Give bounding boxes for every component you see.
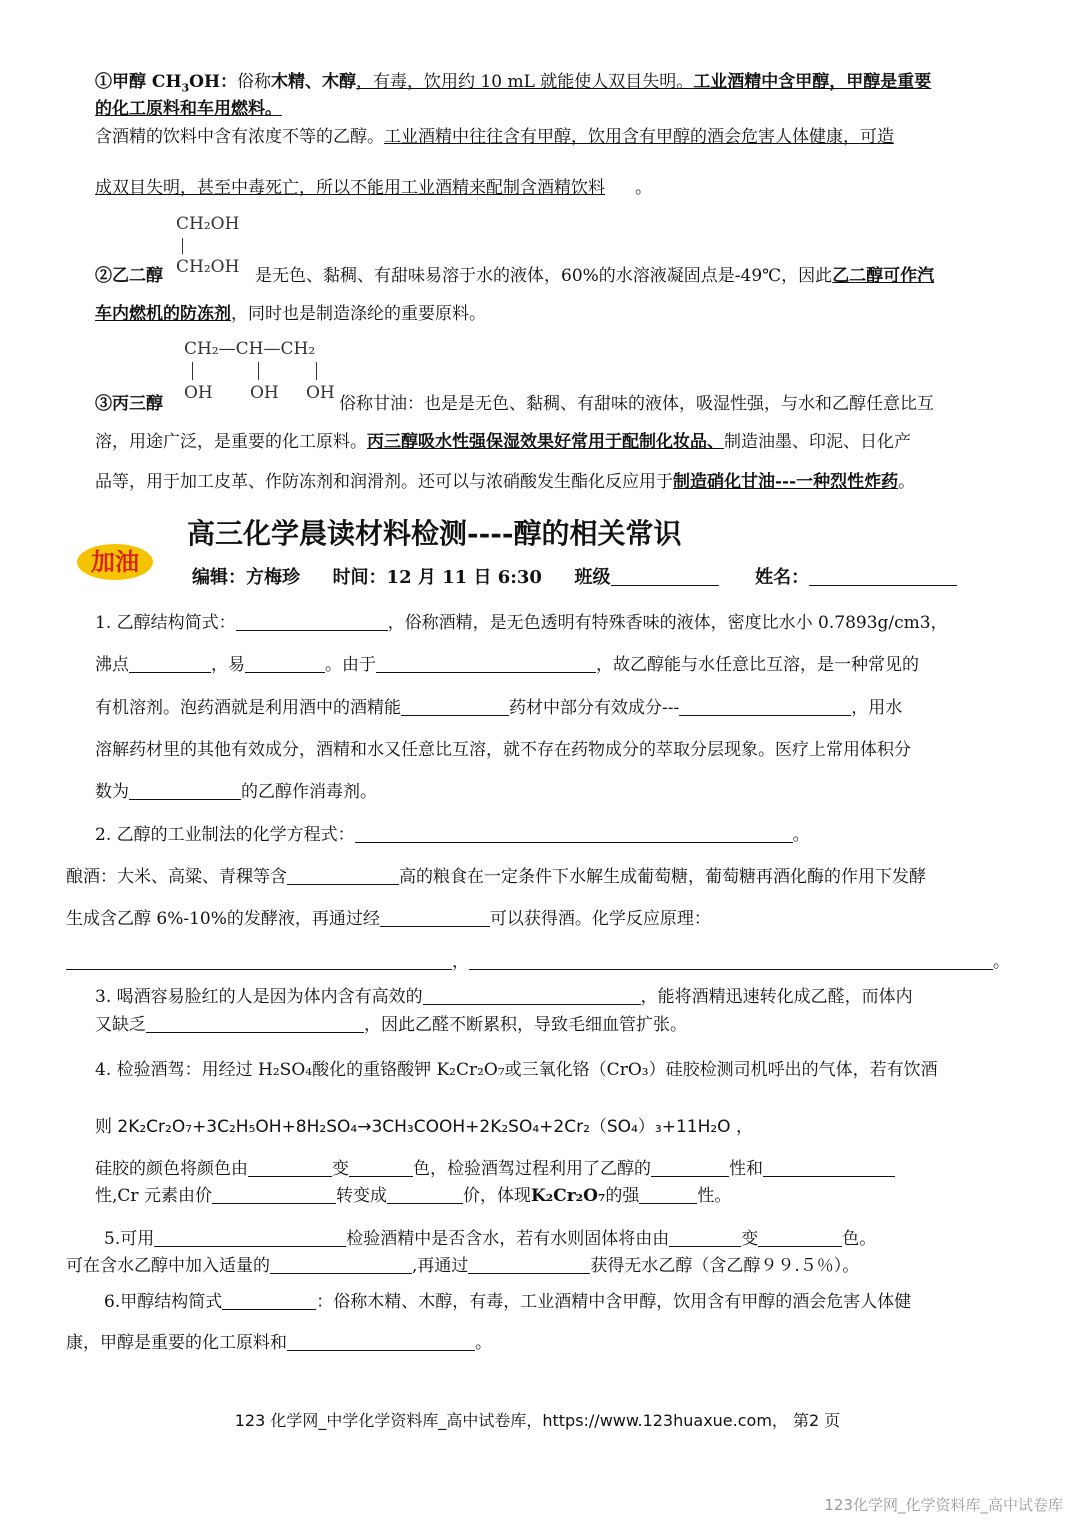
header-meta (192, 563, 957, 589)
methanol-line-1: ①甲醇 $CH_3OH$：俗称木精、木醇，有毒，饮用约 10 mL 就能使人双目失明。工业酒精中含甲醇，甲醇是重要 (95, 72, 932, 95)
glycerol-line-3: 品等，用于加工皮革、作防冻剂和润滑剂。还可以与浓硝酸发生酯化反应用于制造硝化甘油---一种烈性炸药。 (95, 472, 916, 492)
glycol-structure-top: CH₂OH (176, 214, 240, 234)
q4-blank-property-2[interactable] (763, 1159, 895, 1177)
q4-blank-color-to[interactable] (349, 1159, 413, 1177)
q4-blank-color-from[interactable] (248, 1159, 332, 1177)
q6-line-2: 康，甲醇是重要的化工原料和 。 (66, 1333, 492, 1353)
page-footer: 123 化学网_中学化学资料库_高中试卷库，https://www.123huaxue.com， 第2 页 (234, 1411, 841, 1430)
q5-blank-color-from[interactable] (669, 1229, 741, 1247)
watermark: 123化学网_化学资料库_高中试卷库 (824, 1496, 1063, 1514)
q2-blank-content[interactable] (287, 867, 399, 885)
q1-blank-structure[interactable] (236, 613, 388, 631)
q5-blank-color-to[interactable] (758, 1229, 842, 1247)
glycerol-oh-1: OH (184, 383, 213, 403)
glycol-line-2: 车内燃机的防冻剂，同时也是制造涤纶的重要原料。 (95, 304, 486, 324)
q1-line-1: 1. 乙醇结构简式： ，俗称酒精，是无色透明有特殊香味的液体，密度比水小 0.7893g/cm3， (95, 613, 948, 633)
q1-blank-percent[interactable] (129, 782, 241, 800)
q2-line-4: ， 。 (66, 950, 1010, 974)
q2-line-1: 2. 乙醇的工业制法的化学方程式： 。 (95, 825, 810, 845)
methanol-line-2: 的化工原料和车用燃料。 (95, 99, 282, 119)
glycerol-oh-2: OH (250, 383, 279, 403)
q1-line-5: 数为 的乙醇作消毒剂。 (95, 782, 377, 802)
editor: 编辑：方梅珍 (192, 567, 300, 588)
q1-line-3: 有机溶剂。泡药酒就是利用酒中的酒精能 药材中部分有效成分--- ，用水 (95, 698, 903, 718)
q6-line-1: 6.甲醇结构简式 ：俗称木精、木醇，有毒，工业酒精中含甲醇，饮用含有甲醇的酒会危害人体健 (104, 1292, 912, 1312)
q5-blank-additive[interactable] (270, 1256, 412, 1274)
q2-line-2: 酿酒：大米、高粱、青稞等含 高的粮食在一定条件下水解生成葡萄糖，葡萄糖再酒化酶的作用下发酵 (66, 867, 926, 887)
q2-blank-reaction-1[interactable] (66, 952, 452, 970)
q5-line-1: 5.可用 检验酒精中是否含水，若有水则固体将由由 变 色。 (104, 1229, 877, 1249)
q4-line-1: 4. 检验酒驾：用经过 H₂SO₄酸化的重铬酸钾 K₂Cr₂O₇或三氧化铬（CrO₃）硅胶检测司机呼出的气体，若有饮酒 (95, 1060, 938, 1080)
name-field[interactable] (809, 568, 957, 586)
glycol-structure-bottom: CH₂OH (176, 257, 240, 277)
q4-line-4: 性,Cr 元素由价 转变成 价，体现K₂Cr₂O₇的强 性。 (95, 1186, 732, 1206)
drink-line-1: 含酒精的饮料中含有浓度不等的乙醇。工业酒精中往往含有甲醇，饮用含有甲醇的酒会危害人体健康，可造 (95, 127, 894, 147)
q3-line-2: 又缺乏 ，因此乙醛不断累积，导致毛细血管扩张。 (95, 1015, 687, 1035)
q3-blank-enzyme[interactable] (423, 987, 641, 1005)
drink-line-2: 成双目失明，甚至中毒死亡，所以不能用工业酒精来配制含酒精饮料 。 (95, 178, 652, 198)
name-label: 姓名： (755, 567, 810, 588)
glycol-line-1: ②乙二醇 是无色、黏稠、有甜味易溶于水的液体，60%的水溶液凝固点是-49℃，因此乙二醇可作汽 (95, 266, 935, 286)
q1-blank-reason[interactable] (376, 655, 596, 673)
svg-text:加油: 加油 (91, 548, 139, 576)
glycerol-bond-2 (258, 362, 259, 380)
q6-blank-structure[interactable] (222, 1292, 316, 1310)
q4-blank-valence-to[interactable] (387, 1186, 463, 1204)
q1-blank-component[interactable] (679, 698, 851, 716)
q1-blank-dissolve[interactable] (401, 698, 509, 716)
q1-line-2: 沸点 ，易 。由于 ，故乙醇能与水任意比互溶，是一种常见的 (95, 655, 919, 675)
q4-blank-valence-from[interactable] (212, 1186, 336, 1204)
page-title: 高三化学晨读材料检测----醇的相关常识 (187, 517, 682, 550)
q1-blank-easy[interactable] (245, 655, 325, 673)
glycerol-structure-top: CH₂—CH—CH₂ (184, 339, 316, 359)
q2-blank-process[interactable] (380, 909, 490, 927)
logo-jiayou-icon (75, 538, 155, 582)
q3-blank-lack[interactable] (146, 1015, 364, 1033)
q5-blank-method[interactable] (468, 1256, 590, 1274)
q4-line-3: 硅胶的颜色将颜色由 变 色，检验酒驾过程利用了乙醇的 性和 (95, 1157, 895, 1181)
time: 时间：12 月 11 日 6:30 (332, 567, 542, 588)
q1-line-4: 溶解药材里的其他有效成分，酒精和水又任意比互溶，就不存在药物成分的萃取分层现象。医疗上常用体积分 (95, 740, 911, 760)
glycerol-bond-1 (192, 362, 193, 380)
q4-equation: 则 2K₂Cr₂O₇+3C₂H₅OH+8H₂SO₄→3CH₃COOH+2K₂SO₄+2Cr₂（SO₄）₃+11H₂O ， (95, 1117, 753, 1137)
q4-blank-strong[interactable] (639, 1186, 697, 1204)
glycol-bond (182, 238, 183, 254)
class-label: 班级 (574, 567, 611, 588)
glycerol-oh-3: OH (306, 383, 335, 403)
q3-line-1: 3. 喝酒容易脸红的人是因为体内含有高效的 ，能将酒精迅速转化成乙醛，而体内 (95, 987, 913, 1007)
class-field[interactable] (611, 568, 719, 586)
q2-line-3: 生成含乙醇 6%-10%的发酵液，再通过经 可以获得酒。化学反应原理： (66, 909, 711, 929)
q6-blank-use[interactable] (287, 1333, 475, 1351)
q4-blank-property-1[interactable] (651, 1159, 729, 1177)
q1-blank-boiling[interactable] (129, 655, 211, 673)
q5-blank-reagent[interactable] (154, 1229, 346, 1247)
q2-blank-equation[interactable] (355, 825, 793, 843)
q2-blank-reaction-2[interactable] (469, 952, 993, 970)
glycerol-bond-3 (316, 362, 317, 380)
q5-line-2: 可在含水乙醇中加入适量的 ,再通过 获得无水乙醇（含乙醇９９.５％）。 (66, 1256, 860, 1276)
glycerol-line-2: 溶，用途广泛，是重要的化工原料。丙三醇吸水性强保湿效果好常用于配制化妆品、制造油墨、印泥、日化产 (95, 432, 911, 452)
glycerol-line-1: ③丙三醇 俗称甘油：也是是无色、黏稠、有甜味的液体，吸湿性强，与水和乙醇任意比互 (95, 394, 934, 414)
